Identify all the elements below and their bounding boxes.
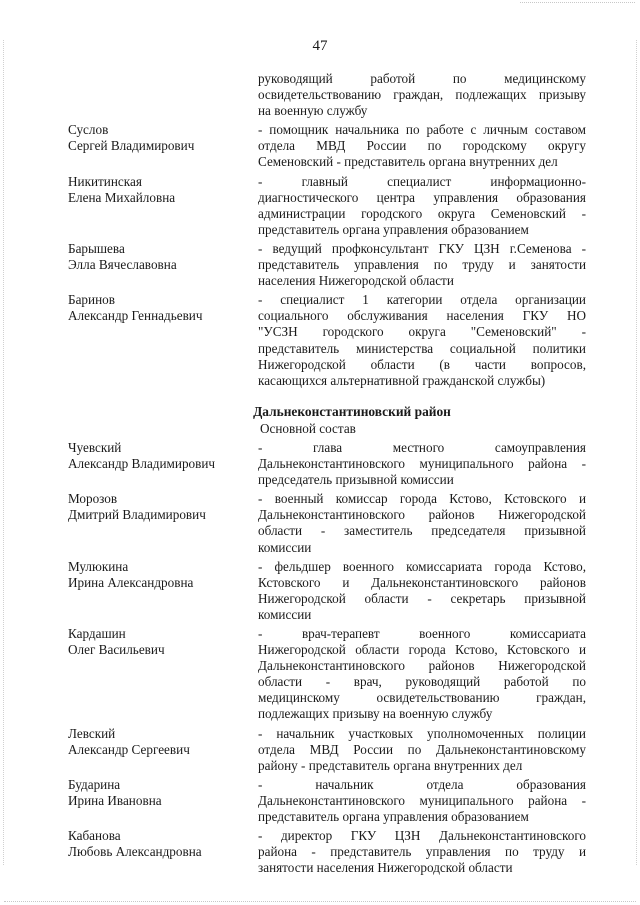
member-role-line: населения Нижегородской области xyxy=(258,273,454,289)
member-name-line: Чуевский xyxy=(68,439,122,455)
member-role-line: руководящий работой по медицинскому xyxy=(258,71,586,86)
member-name-line: Сергей Владимирович xyxy=(68,138,195,154)
member-name-line: Барышева xyxy=(68,240,125,256)
member-role-line: - врач-терапевт военного комиссариата xyxy=(258,626,586,641)
member-role-line: медицинскому освидетельствованию граждан, xyxy=(258,690,586,706)
member-role xyxy=(258,440,586,488)
member-entry xyxy=(68,71,588,119)
member-entry xyxy=(68,122,588,170)
member-role-line: - специалист 1 категории отдела организации xyxy=(258,292,586,308)
member-entry xyxy=(68,777,588,825)
member-role xyxy=(258,726,586,774)
member-role-line: администрации городского округа Семеновский - xyxy=(258,205,586,221)
member-entry xyxy=(68,292,588,389)
member-name-line: Елена Михайловна xyxy=(68,189,176,205)
member-name-line: Левский xyxy=(68,725,116,741)
member-name xyxy=(68,292,258,389)
member-name-line: Суслов xyxy=(68,122,109,138)
member-name-line: Бударина xyxy=(68,776,121,792)
member-role-line: Дальнеконстантиновского районов Нижегородской xyxy=(258,507,586,523)
member-role-line: Нижегородской области - секретарь призывной xyxy=(258,590,586,606)
member-role-line: диагностического центра управления образования xyxy=(258,189,586,205)
scan-border-left xyxy=(3,40,4,865)
member-role xyxy=(258,292,586,389)
member-role-line: району - представитель органа внутренних дел xyxy=(258,757,523,773)
member-name-line: Ирина Ивановна xyxy=(68,792,162,808)
member-role xyxy=(258,241,586,289)
member-role xyxy=(258,122,586,170)
member-name xyxy=(68,626,258,723)
member-role-line: комиссии xyxy=(258,539,312,555)
member-name-line: Мулюкина xyxy=(68,558,129,574)
member-role xyxy=(258,828,586,876)
member-role-line: Дальнеконстантиновского районов Нижегородской xyxy=(258,658,586,674)
member-role-line: Нижегородской области города Кстово, Кстовского и xyxy=(258,642,586,658)
member-name-line: Элла Вячеславовна xyxy=(68,257,177,273)
member-role xyxy=(258,626,586,723)
member-role-line: подлежащих призыву на военную службу xyxy=(258,706,493,722)
member-role xyxy=(258,777,586,825)
member-entry xyxy=(68,491,588,555)
member-role-line: социального обслуживания населения ГКУ НО xyxy=(258,308,586,324)
member-name xyxy=(68,559,258,623)
member-role xyxy=(258,71,586,119)
member-role-line: занятости населения Нижегородской области xyxy=(258,860,513,876)
member-role-line: - директор ГКУ ЦЗН Дальнеконстантиновского xyxy=(258,828,586,844)
member-role-line: района - представитель управления по труду и xyxy=(258,844,586,860)
member-name-line: Никитинская xyxy=(68,173,142,189)
member-name-line: Кардашин xyxy=(68,626,126,641)
member-entry xyxy=(68,559,588,623)
member-name xyxy=(68,174,258,238)
scan-border-bottom xyxy=(4,901,636,902)
member-role-line: - ведущий профконсультант ГКУ ЦЗН г.Семенова - xyxy=(258,240,586,256)
member-role-line: представитель управления по труду и занятости xyxy=(258,257,586,273)
member-entry xyxy=(68,174,588,238)
member-role-line: на военную службу xyxy=(258,103,368,119)
member-role-line: Дальнеконстантиновского муниципального района - xyxy=(258,792,586,808)
scan-border-top xyxy=(520,2,635,3)
member-name xyxy=(68,726,258,774)
member-name-line: Александр Владимирович xyxy=(68,456,216,472)
member-role-line: - глава местного самоуправления xyxy=(258,439,586,455)
member-role-line: представитель органа управления образованием xyxy=(258,221,529,237)
member-name xyxy=(68,777,258,825)
member-name-line: Александр Геннадьевич xyxy=(68,308,203,324)
member-entry xyxy=(68,241,588,289)
member-name-line: Александр Сергеевич xyxy=(68,741,190,757)
member-role-line: Семеновский - представитель органа внутренних дел xyxy=(258,154,558,170)
section-title: Дальнеконстантиновский район xyxy=(253,403,451,419)
member-role-line: председатель призывной комиссии xyxy=(258,472,454,488)
member-name-line: Кабанова xyxy=(68,828,121,844)
member-role xyxy=(258,174,586,238)
member-name-line: Морозов xyxy=(68,491,118,507)
member-name-line: Олег Васильевич xyxy=(68,642,165,658)
member-role-line: отдела МВД России по городскому округу xyxy=(258,138,586,154)
member-role xyxy=(258,559,586,623)
member-role-line: касающихся альтернативной гражданской службы) xyxy=(258,372,546,388)
member-entry xyxy=(68,440,588,488)
member-role-line: представитель органа управления образованием xyxy=(258,809,529,825)
member-entry xyxy=(68,626,588,723)
subsection-title: Основной состав xyxy=(260,420,356,436)
member-role-line: Дальнеконстантиновского муниципального района - xyxy=(258,456,586,472)
member-role-line: комиссии xyxy=(258,606,312,622)
member-role-line: области - врач, руководящий работой по xyxy=(258,674,586,690)
member-role-line: - начальник отдела образования xyxy=(258,776,586,792)
member-role xyxy=(258,491,586,555)
member-entry xyxy=(68,828,588,876)
page-number: 47 xyxy=(312,38,328,54)
commission-members-list-district xyxy=(68,440,588,876)
member-role-line: Нижегородской области (в части вопросов, xyxy=(258,356,586,372)
member-name-line: Любовь Александровна xyxy=(68,844,202,860)
member-role-line: - помощник начальника по работе с личным составом xyxy=(258,122,586,138)
member-name xyxy=(68,440,258,488)
member-role-line: представитель министерства социальной политики xyxy=(258,340,586,356)
scan-border-right xyxy=(636,40,637,865)
member-role-line: - главный специалист информационно- xyxy=(258,173,586,189)
member-name xyxy=(68,828,258,876)
member-name xyxy=(68,71,258,119)
member-role-line: области - заместитель председателя призывной xyxy=(258,523,586,539)
member-name-line: Дмитрий Владимирович xyxy=(68,507,206,523)
member-role-line: Кстовского и Дальнеконстантиновского районов xyxy=(258,574,586,590)
member-role-line: - фельдшер военного комиссариата города Кстово, xyxy=(258,558,586,574)
member-role-line: - начальник участковых уполномоченных полиции xyxy=(258,725,586,741)
member-role-line: освидетельствованию граждан, подлежащих призыву xyxy=(258,87,586,103)
member-role-line: "УСЗН городского округа "Семеновский" - xyxy=(258,324,586,340)
member-name xyxy=(68,122,258,170)
member-name-line: Баринов xyxy=(68,292,115,308)
member-role-line: отдела МВД России по Дальнеконстантиновскому xyxy=(258,741,586,757)
member-name-line: Ирина Александровна xyxy=(68,574,194,590)
member-name xyxy=(68,491,258,555)
member-name xyxy=(68,241,258,289)
member-role-line: - военный комиссар города Кстово, Кстовского и xyxy=(258,491,586,507)
member-entry xyxy=(68,726,588,774)
document-body xyxy=(68,71,588,876)
commission-members-list xyxy=(68,71,588,389)
